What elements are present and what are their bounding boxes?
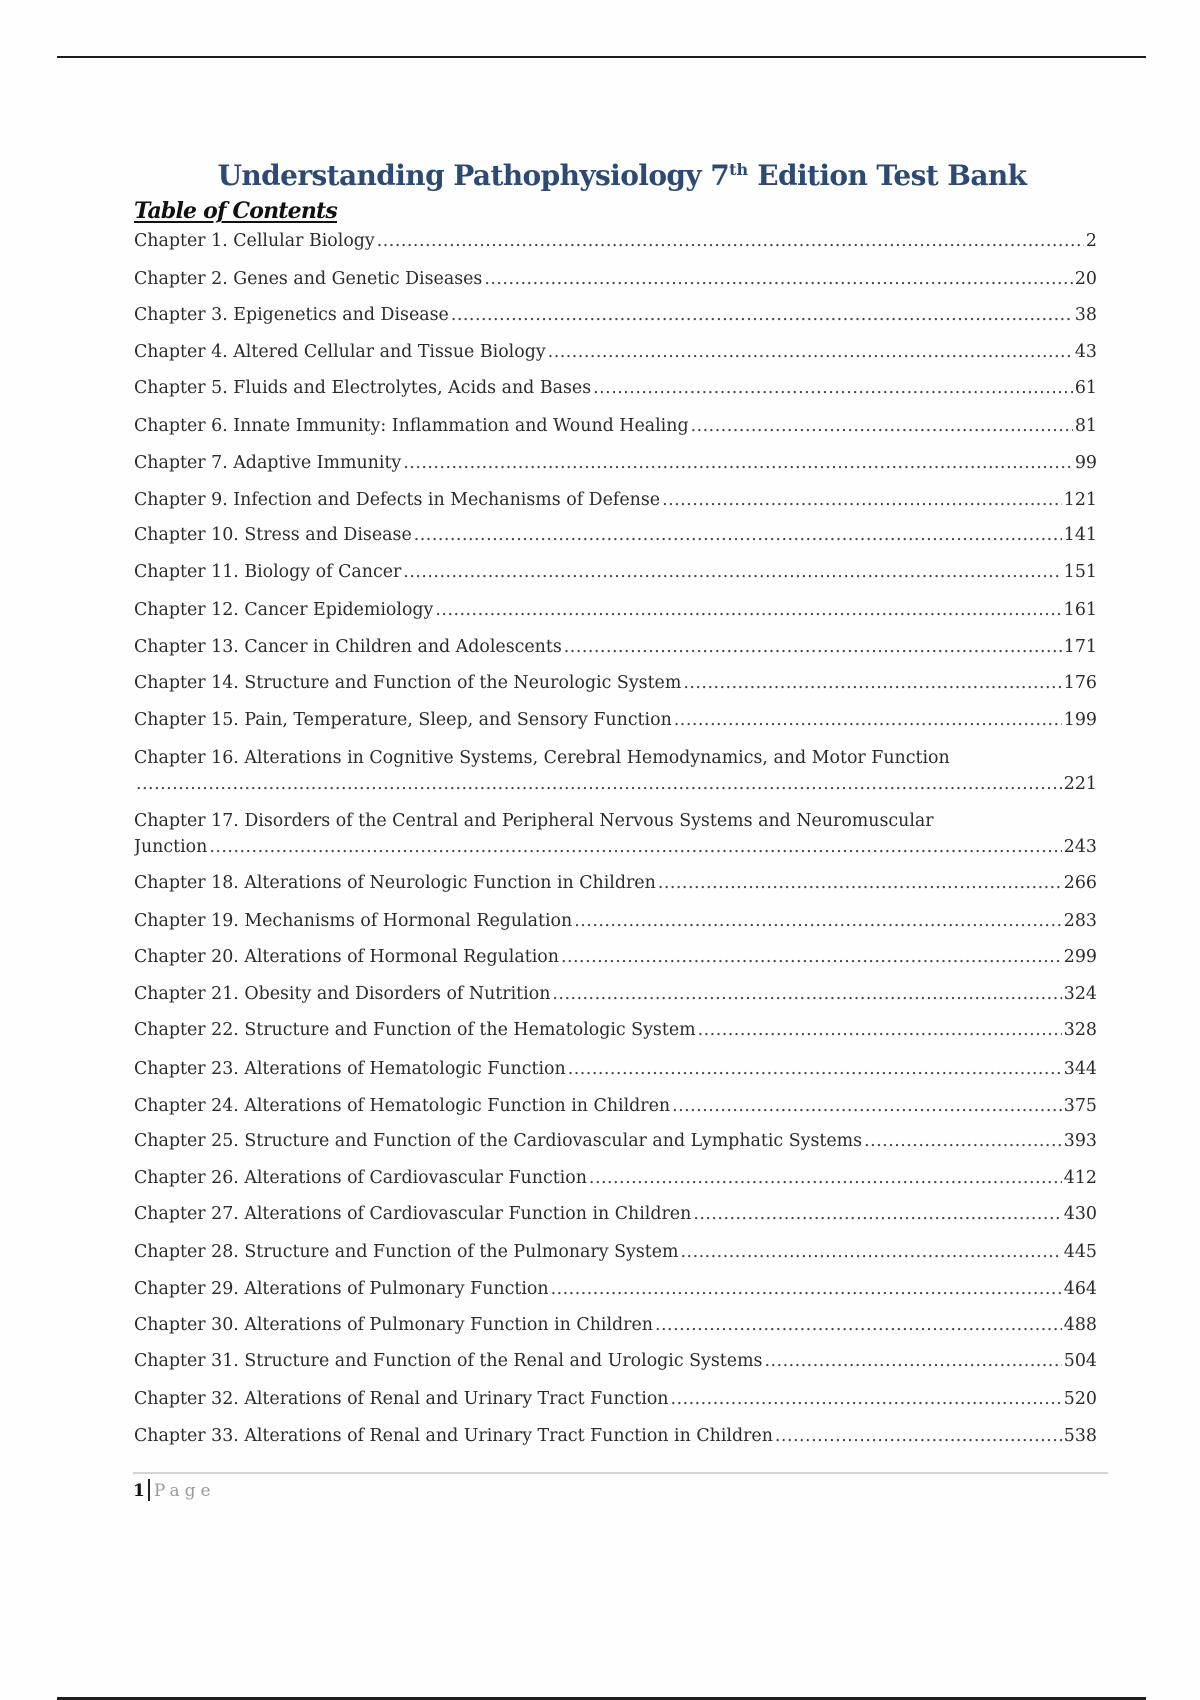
dot-leader — [551, 1276, 1062, 1302]
dot-leader — [693, 1201, 1061, 1227]
toc-page-number: 176 — [1063, 673, 1097, 693]
dot-leader — [564, 634, 1062, 660]
toc-entry-line — [134, 1423, 1097, 1449]
dot-leader — [658, 870, 1062, 896]
toc-entry[interactable] — [134, 981, 1097, 1007]
title-rest: Edition Test Bank — [748, 159, 1027, 192]
toc-entry[interactable] — [134, 1093, 1097, 1119]
toc-entry-line — [134, 634, 1097, 660]
dot-leader — [672, 1093, 1062, 1119]
page-footer — [133, 1479, 216, 1503]
toc-entry[interactable] — [134, 413, 1097, 439]
toc-page-number: 393 — [1063, 1131, 1097, 1151]
toc-entry-title: Chapter 6. Innate Immunity: Inflammation and Wound Healing — [134, 416, 689, 436]
toc-entry-line — [134, 1276, 1097, 1302]
toc-entry[interactable] — [134, 670, 1097, 696]
dot-leader — [451, 302, 1073, 328]
footer-rule — [133, 1472, 1108, 1474]
toc-page-number: 121 — [1063, 490, 1097, 510]
toc-page-number: 504 — [1063, 1351, 1097, 1371]
toc-entry-title: Chapter 4. Altered Cellular and Tissue Biology — [134, 342, 546, 362]
toc-entry-line — [134, 1128, 1097, 1154]
toc-entry-line — [134, 266, 1097, 292]
toc-entry-line — [134, 1017, 1097, 1043]
toc-entry-line — [134, 1239, 1097, 1265]
dot-leader — [484, 266, 1073, 292]
toc-page-number: 324 — [1063, 984, 1097, 1004]
toc-page-number: 430 — [1063, 1204, 1097, 1224]
toc-page-number: 161 — [1063, 600, 1097, 620]
dot-leader — [414, 522, 1062, 548]
title-superscript: th — [729, 160, 749, 179]
toc-page-number: 151 — [1063, 562, 1097, 582]
toc-entry-line — [134, 981, 1097, 1007]
toc-entry-title: Chapter 19. Mechanisms of Hormonal Regulation — [134, 911, 573, 931]
toc-entry-line — [134, 670, 1097, 696]
toc-page-number: 375 — [1063, 1096, 1097, 1116]
toc-page-number: 464 — [1063, 1279, 1097, 1299]
dot-leader — [593, 375, 1073, 401]
toc-entry-title: Chapter 31. Structure and Function of the Renal and Urologic Systems — [134, 1351, 763, 1371]
dot-leader — [435, 597, 1061, 623]
dot-leader — [662, 487, 1062, 513]
toc-entry-title: Chapter 24. Alterations of Hematologic Function in Children — [134, 1096, 671, 1116]
dot-leader — [698, 1017, 1062, 1043]
toc-entry-title: Chapter 9. Infection and Defects in Mechanisms of Defense — [134, 490, 661, 510]
toc-entry[interactable] — [134, 559, 1097, 585]
dot-leader — [568, 1056, 1062, 1082]
toc-page-number: 81 — [1074, 416, 1097, 436]
dot-leader — [403, 559, 1062, 585]
toc-entry-title: Chapter 18. Alterations of Neurologic Function in Children — [134, 873, 656, 893]
toc-entry-title: Chapter 26. Alterations of Cardiovascular Function — [134, 1168, 587, 1188]
dot-leader — [655, 1312, 1062, 1338]
toc-page-number: 221 — [1063, 774, 1097, 794]
toc-entry[interactable] — [134, 1017, 1097, 1043]
toc-entry-title: Chapter 27. Alterations of Cardiovascular Function in Children — [134, 1204, 692, 1224]
toc-entry-title: Chapter 33. Alterations of Renal and Urinary Tract Function in Children — [134, 1426, 773, 1446]
toc-entry-title: Chapter 25. Structure and Function of the Cardiovascular and Lymphatic Systems — [134, 1131, 863, 1151]
toc-entry-line — [134, 1056, 1097, 1082]
toc-entry-line — [134, 771, 1097, 797]
dot-leader — [548, 339, 1073, 365]
toc-entry-line — [134, 597, 1097, 623]
toc-entry-title: Chapter 20. Alterations of Hormonal Regulation — [134, 947, 559, 967]
dot-leader — [691, 413, 1073, 439]
toc-entry[interactable] — [134, 487, 1097, 513]
dot-leader — [403, 450, 1073, 476]
toc-page-number: 61 — [1074, 378, 1097, 398]
toc-entry-title: Chapter 11. Biology of Cancer — [134, 562, 402, 582]
toc-entry[interactable] — [134, 597, 1097, 623]
toc-entry[interactable] — [134, 1276, 1097, 1302]
toc-entry-title: Chapter 13. Cancer in Children and Adolescents — [134, 637, 562, 657]
toc-page-number: 43 — [1074, 342, 1097, 362]
toc-entry[interactable] — [134, 1201, 1097, 1227]
toc-entry-title: Chapter 16. Alterations in Cognitive Systems, Cerebral Hemodynamics, and Motor Function — [134, 748, 950, 768]
toc-entry[interactable] — [134, 1239, 1097, 1265]
toc-page-number: 445 — [1063, 1242, 1097, 1262]
toc-entry-title: Chapter 7. Adaptive Immunity — [134, 453, 402, 473]
toc-entry[interactable] — [134, 1423, 1097, 1449]
toc-entry[interactable] — [134, 808, 1097, 860]
toc-page-number: 199 — [1063, 710, 1097, 730]
toc-heading: Table of Contents — [134, 198, 337, 224]
toc-entry[interactable] — [134, 1386, 1097, 1412]
toc-entry-title: Chapter 21. Obesity and Disorders of Nutrition — [134, 984, 551, 1004]
toc-page-number: 328 — [1063, 1020, 1097, 1040]
toc-entry-line — [134, 834, 1097, 860]
toc-page-number: 20 — [1074, 269, 1097, 289]
toc-entry-line — [134, 487, 1097, 513]
toc-entry-line — [134, 745, 1097, 771]
header-rule — [57, 56, 1146, 58]
toc-entry-line — [134, 1312, 1097, 1338]
dot-leader — [209, 834, 1061, 860]
toc-entry[interactable] — [134, 944, 1097, 970]
toc-entry[interactable] — [134, 228, 1097, 254]
footer-separator — [148, 1479, 150, 1501]
toc-entry[interactable] — [134, 1165, 1097, 1191]
page-number: 1 — [133, 1481, 145, 1501]
dot-leader — [574, 908, 1062, 934]
toc-entry[interactable] — [134, 908, 1097, 934]
toc-entry[interactable] — [134, 339, 1097, 365]
toc-page-number: 488 — [1063, 1315, 1097, 1335]
toc-entry-line — [134, 944, 1097, 970]
toc-entry[interactable] — [134, 870, 1097, 896]
toc-page-number: 538 — [1063, 1426, 1097, 1446]
dot-leader — [589, 1165, 1062, 1191]
toc-entry[interactable] — [134, 375, 1097, 401]
toc-page-number: 520 — [1063, 1389, 1097, 1409]
dot-leader — [775, 1423, 1062, 1449]
dot-leader — [674, 707, 1062, 733]
title-main: Understanding Pathophysiology 7 — [217, 159, 730, 192]
toc-entry-title: Chapter 1. Cellular Biology — [134, 231, 375, 251]
toc-entry[interactable] — [134, 1056, 1097, 1082]
toc-entry-title: Chapter 2. Genes and Genetic Diseases — [134, 269, 483, 289]
toc-page-number: 99 — [1074, 453, 1097, 473]
toc-entry-line — [134, 1165, 1097, 1191]
toc-entry-line — [134, 1093, 1097, 1119]
dot-leader — [681, 1239, 1062, 1265]
toc-entry[interactable] — [134, 450, 1097, 476]
toc-entry-title: Chapter 23. Alterations of Hematologic Function — [134, 1059, 566, 1079]
toc-entry-title: Chapter 22. Structure and Function of the Hematologic System — [134, 1020, 696, 1040]
toc-entry[interactable] — [134, 707, 1097, 733]
toc-page-number: 283 — [1063, 911, 1097, 931]
toc-page-number: 266 — [1063, 873, 1097, 893]
toc-entry[interactable] — [134, 1348, 1097, 1374]
toc-entry-title: Chapter 29. Alterations of Pulmonary Function — [134, 1279, 549, 1299]
toc-page-number: 243 — [1063, 837, 1097, 857]
toc-entry-line — [134, 413, 1097, 439]
toc-page-number: 171 — [1063, 637, 1097, 657]
toc-entry-title: Chapter 32. Alterations of Renal and Urinary Tract Function — [134, 1389, 669, 1409]
toc-entry-line — [134, 1386, 1097, 1412]
toc-entry-title: Chapter 3. Epigenetics and Disease — [134, 305, 449, 325]
toc-page-number: 344 — [1063, 1059, 1097, 1079]
toc-entry-title: Chapter 5. Fluids and Electrolytes, Acids and Bases — [134, 378, 592, 398]
dot-leader — [671, 1386, 1062, 1412]
toc-entry-line — [134, 339, 1097, 365]
toc-entry[interactable] — [134, 302, 1097, 328]
dot-leader — [136, 771, 1062, 797]
toc-entry[interactable] — [134, 1312, 1097, 1338]
toc-entry-line — [134, 522, 1097, 548]
toc-entry-line — [134, 870, 1097, 896]
toc-page-number: 141 — [1063, 525, 1097, 545]
toc-page-number: 299 — [1063, 947, 1097, 967]
toc-page-number: 412 — [1063, 1168, 1097, 1188]
toc-entry-line — [134, 1201, 1097, 1227]
toc-entry-line — [134, 559, 1097, 585]
toc-entry-title: Chapter 30. Alterations of Pulmonary Function in Children — [134, 1315, 653, 1335]
toc-entry-line — [134, 1348, 1097, 1374]
toc-entry-title: Chapter 14. Structure and Function of the Neurologic System — [134, 673, 682, 693]
toc-entry-line — [134, 228, 1097, 254]
dot-leader — [561, 944, 1062, 970]
dot-leader — [377, 228, 1084, 254]
toc-entry-title: Chapter 15. Pain, Temperature, Sleep, and Sensory Function — [134, 710, 672, 730]
toc-entry-line — [134, 908, 1097, 934]
toc-entry-line — [134, 450, 1097, 476]
dot-leader — [683, 670, 1061, 696]
document-title — [0, 158, 1200, 194]
toc-entry[interactable] — [134, 522, 1097, 548]
toc-page-number: 38 — [1074, 305, 1097, 325]
toc-page-number: 2 — [1085, 231, 1097, 251]
dot-leader — [764, 1348, 1061, 1374]
toc-entry[interactable] — [134, 745, 1097, 797]
toc-entry-title: Chapter 12. Cancer Epidemiology — [134, 600, 434, 620]
toc-entry-title: Junction — [134, 837, 208, 857]
toc-entry-line — [134, 302, 1097, 328]
toc-entry-title: Chapter 17. Disorders of the Central and Peripheral Nervous Systems and Neuromuscular — [134, 811, 934, 831]
toc-entry-line — [134, 375, 1097, 401]
toc-entry[interactable] — [134, 634, 1097, 660]
toc-entry-title: Chapter 28. Structure and Function of the Pulmonary System — [134, 1242, 679, 1262]
toc-entry-line — [134, 707, 1097, 733]
dot-leader — [552, 981, 1061, 1007]
toc-entry-title: Chapter 10. Stress and Disease — [134, 525, 412, 545]
toc-entry[interactable] — [134, 1128, 1097, 1154]
toc-entry-line — [134, 808, 1097, 834]
dot-leader — [864, 1128, 1062, 1154]
page-label: Page — [153, 1481, 216, 1501]
toc-entry[interactable] — [134, 266, 1097, 292]
